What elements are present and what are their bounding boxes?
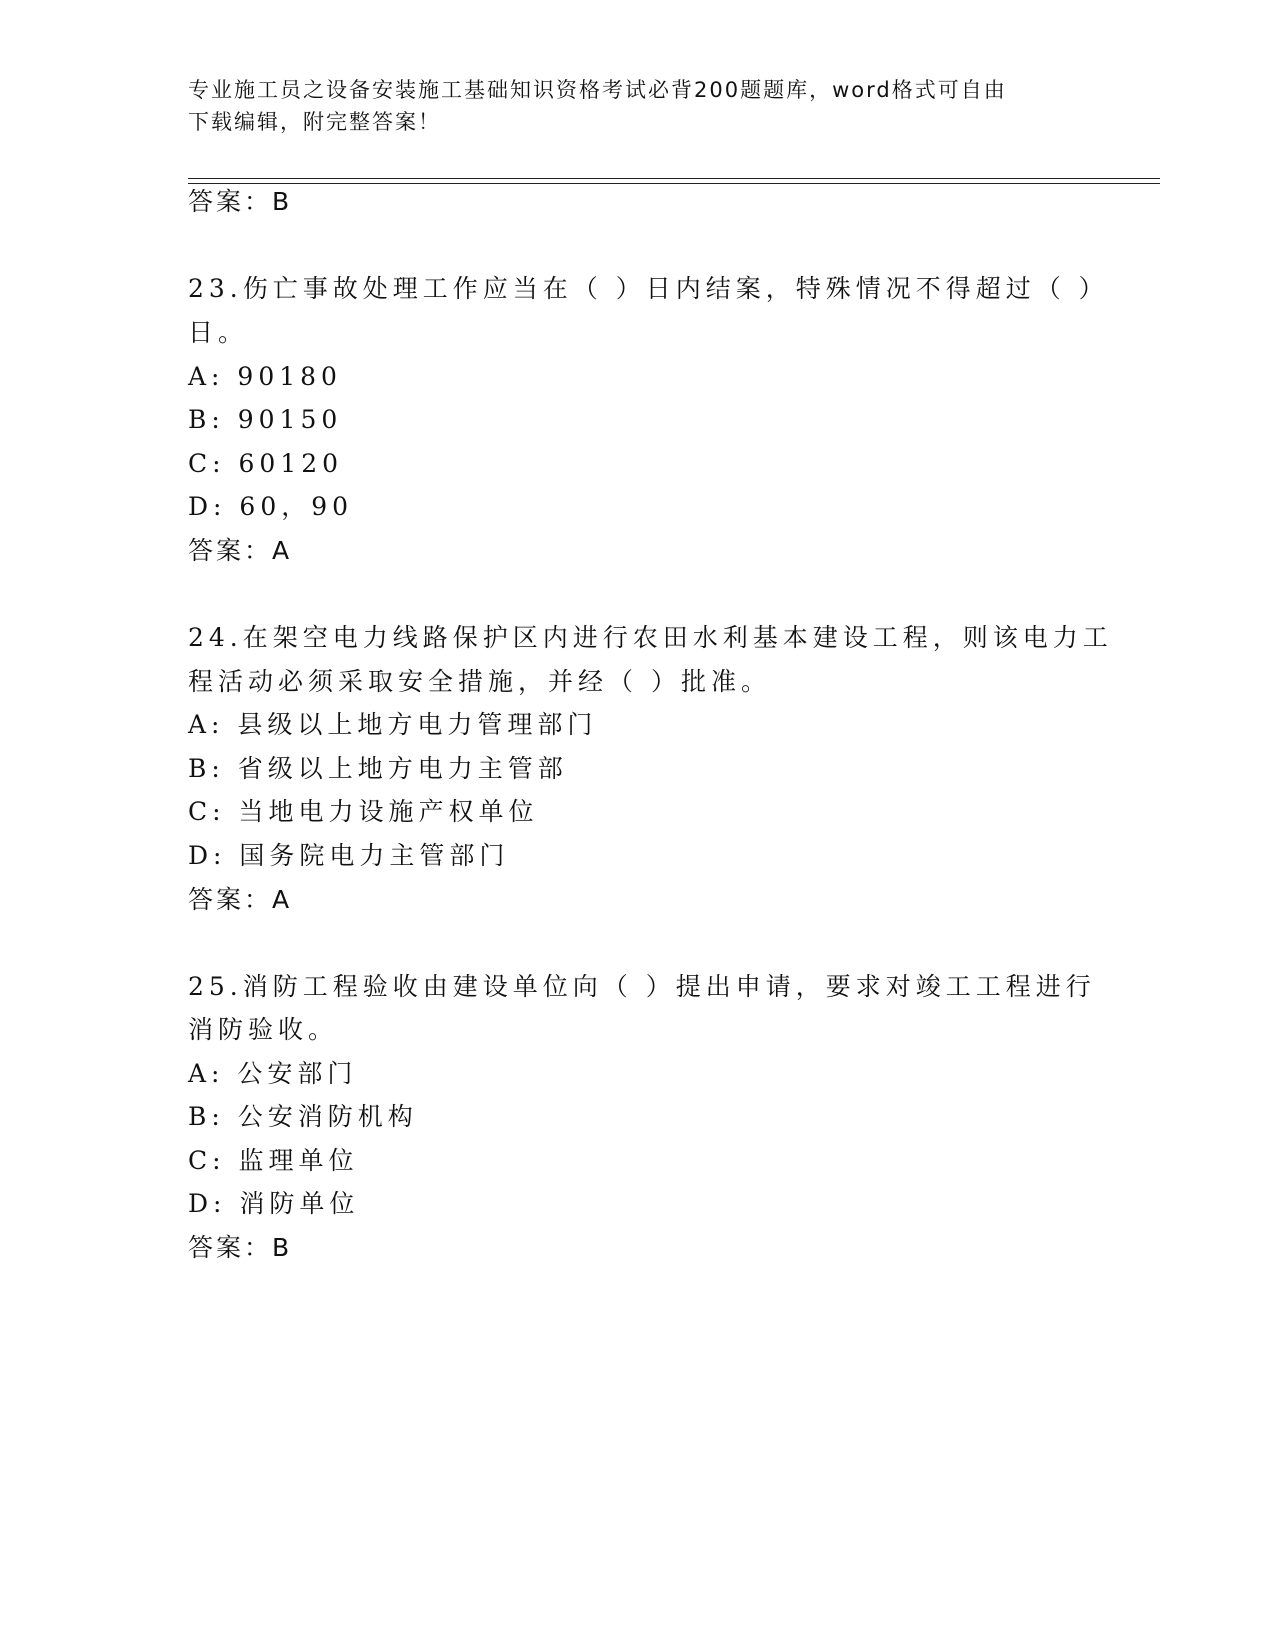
question-24-option-a: A: 县级以上地方电力管理部门 bbox=[188, 710, 598, 739]
header-divider-top bbox=[188, 178, 1160, 179]
question-24-stem-line-2: 程活动必须采取安全措施，并经（ ）批准。 bbox=[188, 667, 771, 696]
question-23-stem-line-1: 23.伤亡事故处理工作应当在（ ）日内结案，特殊情况不得超过（ ） bbox=[188, 274, 1109, 303]
header-title-line-2: 下载编辑，附完整答案！ bbox=[188, 110, 441, 134]
header-title-line-1: 专业施工员之设备安装施工基础知识资格考试必背200题题库，word格式可自由 bbox=[188, 78, 1007, 102]
question-23-option-d: D: 60，90 bbox=[188, 492, 354, 521]
question-25-stem-line-2: 消防验收。 bbox=[188, 1015, 339, 1044]
question-25-option-b: B: 公安消防机构 bbox=[188, 1102, 418, 1131]
previous-answer: 答案：B bbox=[188, 187, 293, 216]
question-25-option-c: C: 监理单位 bbox=[188, 1146, 359, 1175]
header-divider-bottom bbox=[188, 183, 1160, 184]
question-24-option-c: C: 当地电力设施产权单位 bbox=[188, 797, 539, 826]
question-25-answer: 答案：B bbox=[188, 1233, 293, 1262]
question-25-option-a: A: 公安部门 bbox=[188, 1059, 358, 1088]
question-23-answer: 答案：A bbox=[188, 536, 293, 565]
question-23-option-a: A: 90180 bbox=[188, 362, 342, 391]
question-23-option-b: B: 90150 bbox=[188, 405, 343, 434]
question-25-stem-line-1: 25.消防工程验收由建设单位向（ ）提出申请，要求对竣工工程进行 bbox=[188, 972, 1096, 1001]
question-24-option-d: D: 国务院电力主管部门 bbox=[188, 841, 510, 870]
question-24-answer: 答案：A bbox=[188, 885, 293, 914]
question-24-option-b: B: 省级以上地方电力主管部 bbox=[188, 754, 568, 783]
question-25-option-d: D: 消防单位 bbox=[188, 1189, 360, 1218]
question-24-stem-line-1: 24.在架空电力线路保护区内进行农田水利基本建设工程，则该电力工 bbox=[188, 623, 1113, 652]
document-header bbox=[188, 74, 1068, 138]
question-23-option-c: C: 60120 bbox=[188, 449, 344, 478]
question-23-stem-line-2: 日。 bbox=[188, 318, 249, 347]
